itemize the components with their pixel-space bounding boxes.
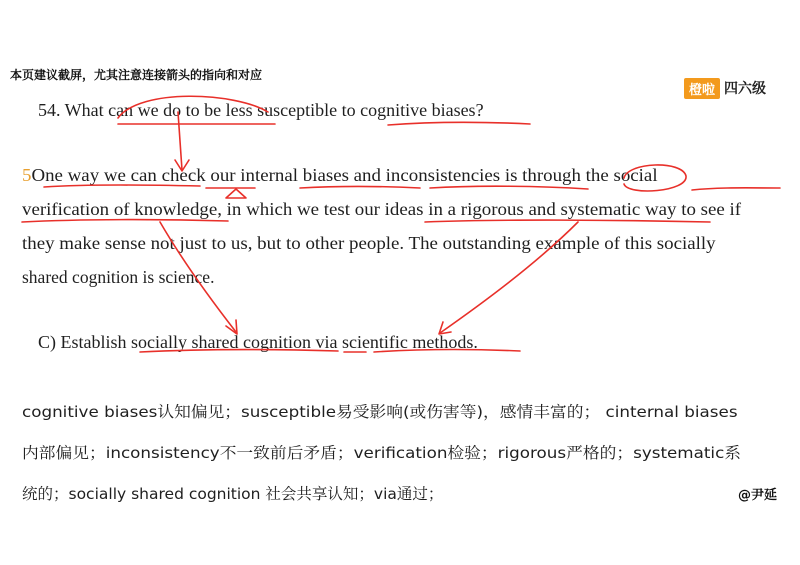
paragraph-line-1 bbox=[22, 165, 658, 186]
paragraph-line-2: verification of knowledge, in which we test our ideas in a rigorous and systematic way to see if bbox=[22, 199, 742, 219]
underline-cognitive-biases bbox=[388, 122, 530, 125]
underline-the-social bbox=[692, 188, 780, 190]
glossary-line-2: 内部偏见；inconsistency不一致前后矛盾；verification检验；rigorous严格的；systematic系 bbox=[22, 444, 742, 462]
brand-logo-orange: 橙啦 bbox=[684, 78, 720, 99]
glossary-line-1: cognitive biases认知偏见；susceptible易受影响(或伤害等)，感情丰富的； cinternal biases bbox=[22, 403, 738, 421]
underline-rigorous-systematic bbox=[425, 220, 710, 222]
underline-inconsistencies bbox=[430, 186, 588, 189]
paragraph-line-1-text: One way we can check our internal biases and inconsistencies is through the social bbox=[31, 165, 658, 185]
question-text: 54. What can we do to be less susceptible to cognitive biases? bbox=[38, 100, 484, 120]
answer-option: C) Establish socially shared cognition via scientific methods. bbox=[38, 332, 478, 352]
triangle-mark bbox=[226, 189, 246, 198]
paragraph-line-3: they make sense not just to us, but to other people. The outstanding example of this socially bbox=[22, 233, 716, 253]
brand-logo-text: 四六级 bbox=[724, 81, 767, 97]
paragraph-line-4: shared cognition is science. bbox=[22, 267, 215, 287]
glossary-line-3: 统的；socially shared cognition 社会共享认知；via通过； bbox=[22, 485, 444, 503]
underline-internal-biases bbox=[300, 187, 420, 189]
author-signature: @尹延 bbox=[738, 488, 778, 503]
paragraph-number: 5 bbox=[22, 165, 32, 185]
brand-logo bbox=[684, 78, 766, 98]
screenshot-tip: 本页建议截屏，尤其注意连接箭头的指向和对应 bbox=[10, 68, 263, 82]
